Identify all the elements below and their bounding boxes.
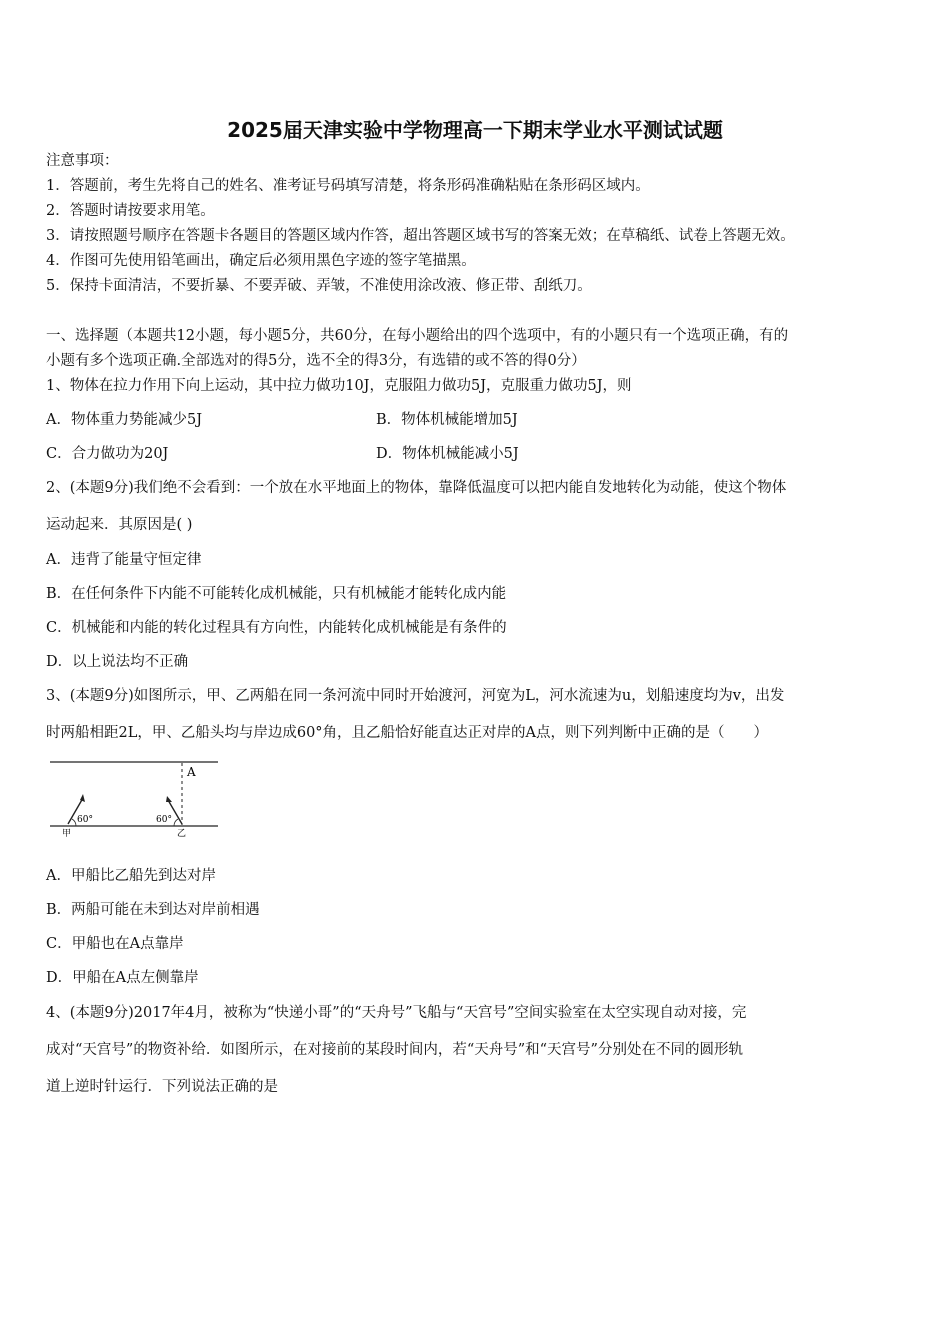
notice-item-5: 5．保持卡面清洁，不要折暴、不要弄破、弄皱，不准使用涂改液、修正带、刮纸刀。 bbox=[46, 278, 592, 294]
q3-option-c: C．甲船也在A点靠岸 bbox=[46, 936, 184, 952]
boat-yi-angle-label: 60° bbox=[156, 815, 172, 825]
boat-jia-angle-label: 60° bbox=[77, 815, 93, 825]
boat-yi-arrowhead bbox=[166, 796, 172, 802]
q3-option-a: A．甲船比乙船先到达对岸 bbox=[46, 868, 216, 884]
q2-option-a: A．违背了能量守恒定律 bbox=[46, 552, 202, 568]
page-title: 2025届天津实验中学物理高一下期末学业水平测试试题 bbox=[227, 118, 723, 142]
q2-stem-line2: 运动起来．其原因是( ) bbox=[46, 517, 193, 533]
section-instructions-line2: 小题有多个选项正确.全部选对的得5分，选不全的得3分，有选错的或不答的得0分） bbox=[46, 353, 586, 369]
q4-stem-line2: 成对“天宫号”的物资补给．如图所示，在对接前的某段时间内，若“天舟号”和“天宫号”分别处在不同的圆形轨 bbox=[46, 1042, 743, 1058]
river-crossing-figure bbox=[46, 756, 226, 838]
notice-item-3: 3．请按照题号顺序在答题卡各题目的答题区域内作答，超出答题区域书写的答案无效；在草稿纸、试卷上答题无效。 bbox=[46, 228, 795, 244]
notice-item-2: 2．答题时请按要求用笔。 bbox=[46, 203, 215, 219]
q4-stem-line1: 4、(本题9分)2017年4月，被称为“快递小哥”的“天舟号”飞船与“天宫号”空间实验室在太空实现自动对接，完 bbox=[46, 1005, 747, 1021]
q3-option-b: B．两船可能在未到达对岸前相遇 bbox=[46, 902, 260, 918]
section-instructions-line1: 一、选择题（本题共12小题，每小题5分，共60分，在每小题给出的四个选项中，有的小题只有一个选项正确，有的 bbox=[46, 328, 789, 344]
notice-heading: 注意事项： bbox=[46, 153, 119, 169]
q1-option-a: A．物体重力势能减少5J bbox=[46, 412, 203, 428]
q1-option-d: D．物体机械能减小5J bbox=[376, 446, 519, 462]
boat-jia-label: 甲 bbox=[62, 829, 72, 838]
point-a-label: A bbox=[187, 765, 196, 779]
boat-jia-angle-arc bbox=[72, 819, 76, 826]
q2-option-d: D．以上说法均不正确 bbox=[46, 654, 189, 670]
q3-stem-line2: 时两船相距2L，甲、乙船头均与岸边成60°角，且乙船恰好能直达正对岸的A点，则下列判断中正确的是（ ） bbox=[46, 725, 769, 741]
q2-stem-line1: 2、(本题9分)我们绝不会看到：一个放在水平地面上的物体，靠降低温度可以把内能自发地转化为动能，使这个物体 bbox=[46, 480, 787, 496]
notice-item-1: 1．答题前，考生先将自己的姓名、准考证号码填写清楚，将条形码准确粘贴在条形码区域内。 bbox=[46, 178, 650, 194]
q1-stem: 1、物体在拉力作用下向上运动，其中拉力做功10J，克服阻力做功5J，克服重力做功5J，则 bbox=[46, 378, 632, 394]
q2-option-c: C．机械能和内能的转化过程具有方向性，内能转化成机械能是有条件的 bbox=[46, 620, 507, 636]
q3-stem-line1: 3、(本题9分)如图所示，甲、乙两船在同一条河流中同时开始渡河，河宽为L，河水流速为u，划船速度均为v，出发 bbox=[46, 688, 785, 704]
notice-item-4: 4．作图可先使用铅笔画出，确定后必须用黑色字迹的签字笔描黑。 bbox=[46, 253, 476, 269]
boat-yi-angle-arc bbox=[174, 819, 178, 826]
q3-option-d: D．甲船在A点左侧靠岸 bbox=[46, 970, 199, 986]
q4-stem-line3: 道上逆时针运行．下列说法正确的是 bbox=[46, 1079, 278, 1095]
q1-option-c: C．合力做功为20J bbox=[46, 446, 169, 462]
q2-option-b: B．在任何条件下内能不可能转化成机械能，只有机械能才能转化成内能 bbox=[46, 586, 507, 602]
boat-yi-label: 乙 bbox=[177, 829, 187, 838]
q1-option-b: B．物体机械能增加5J bbox=[376, 412, 518, 428]
